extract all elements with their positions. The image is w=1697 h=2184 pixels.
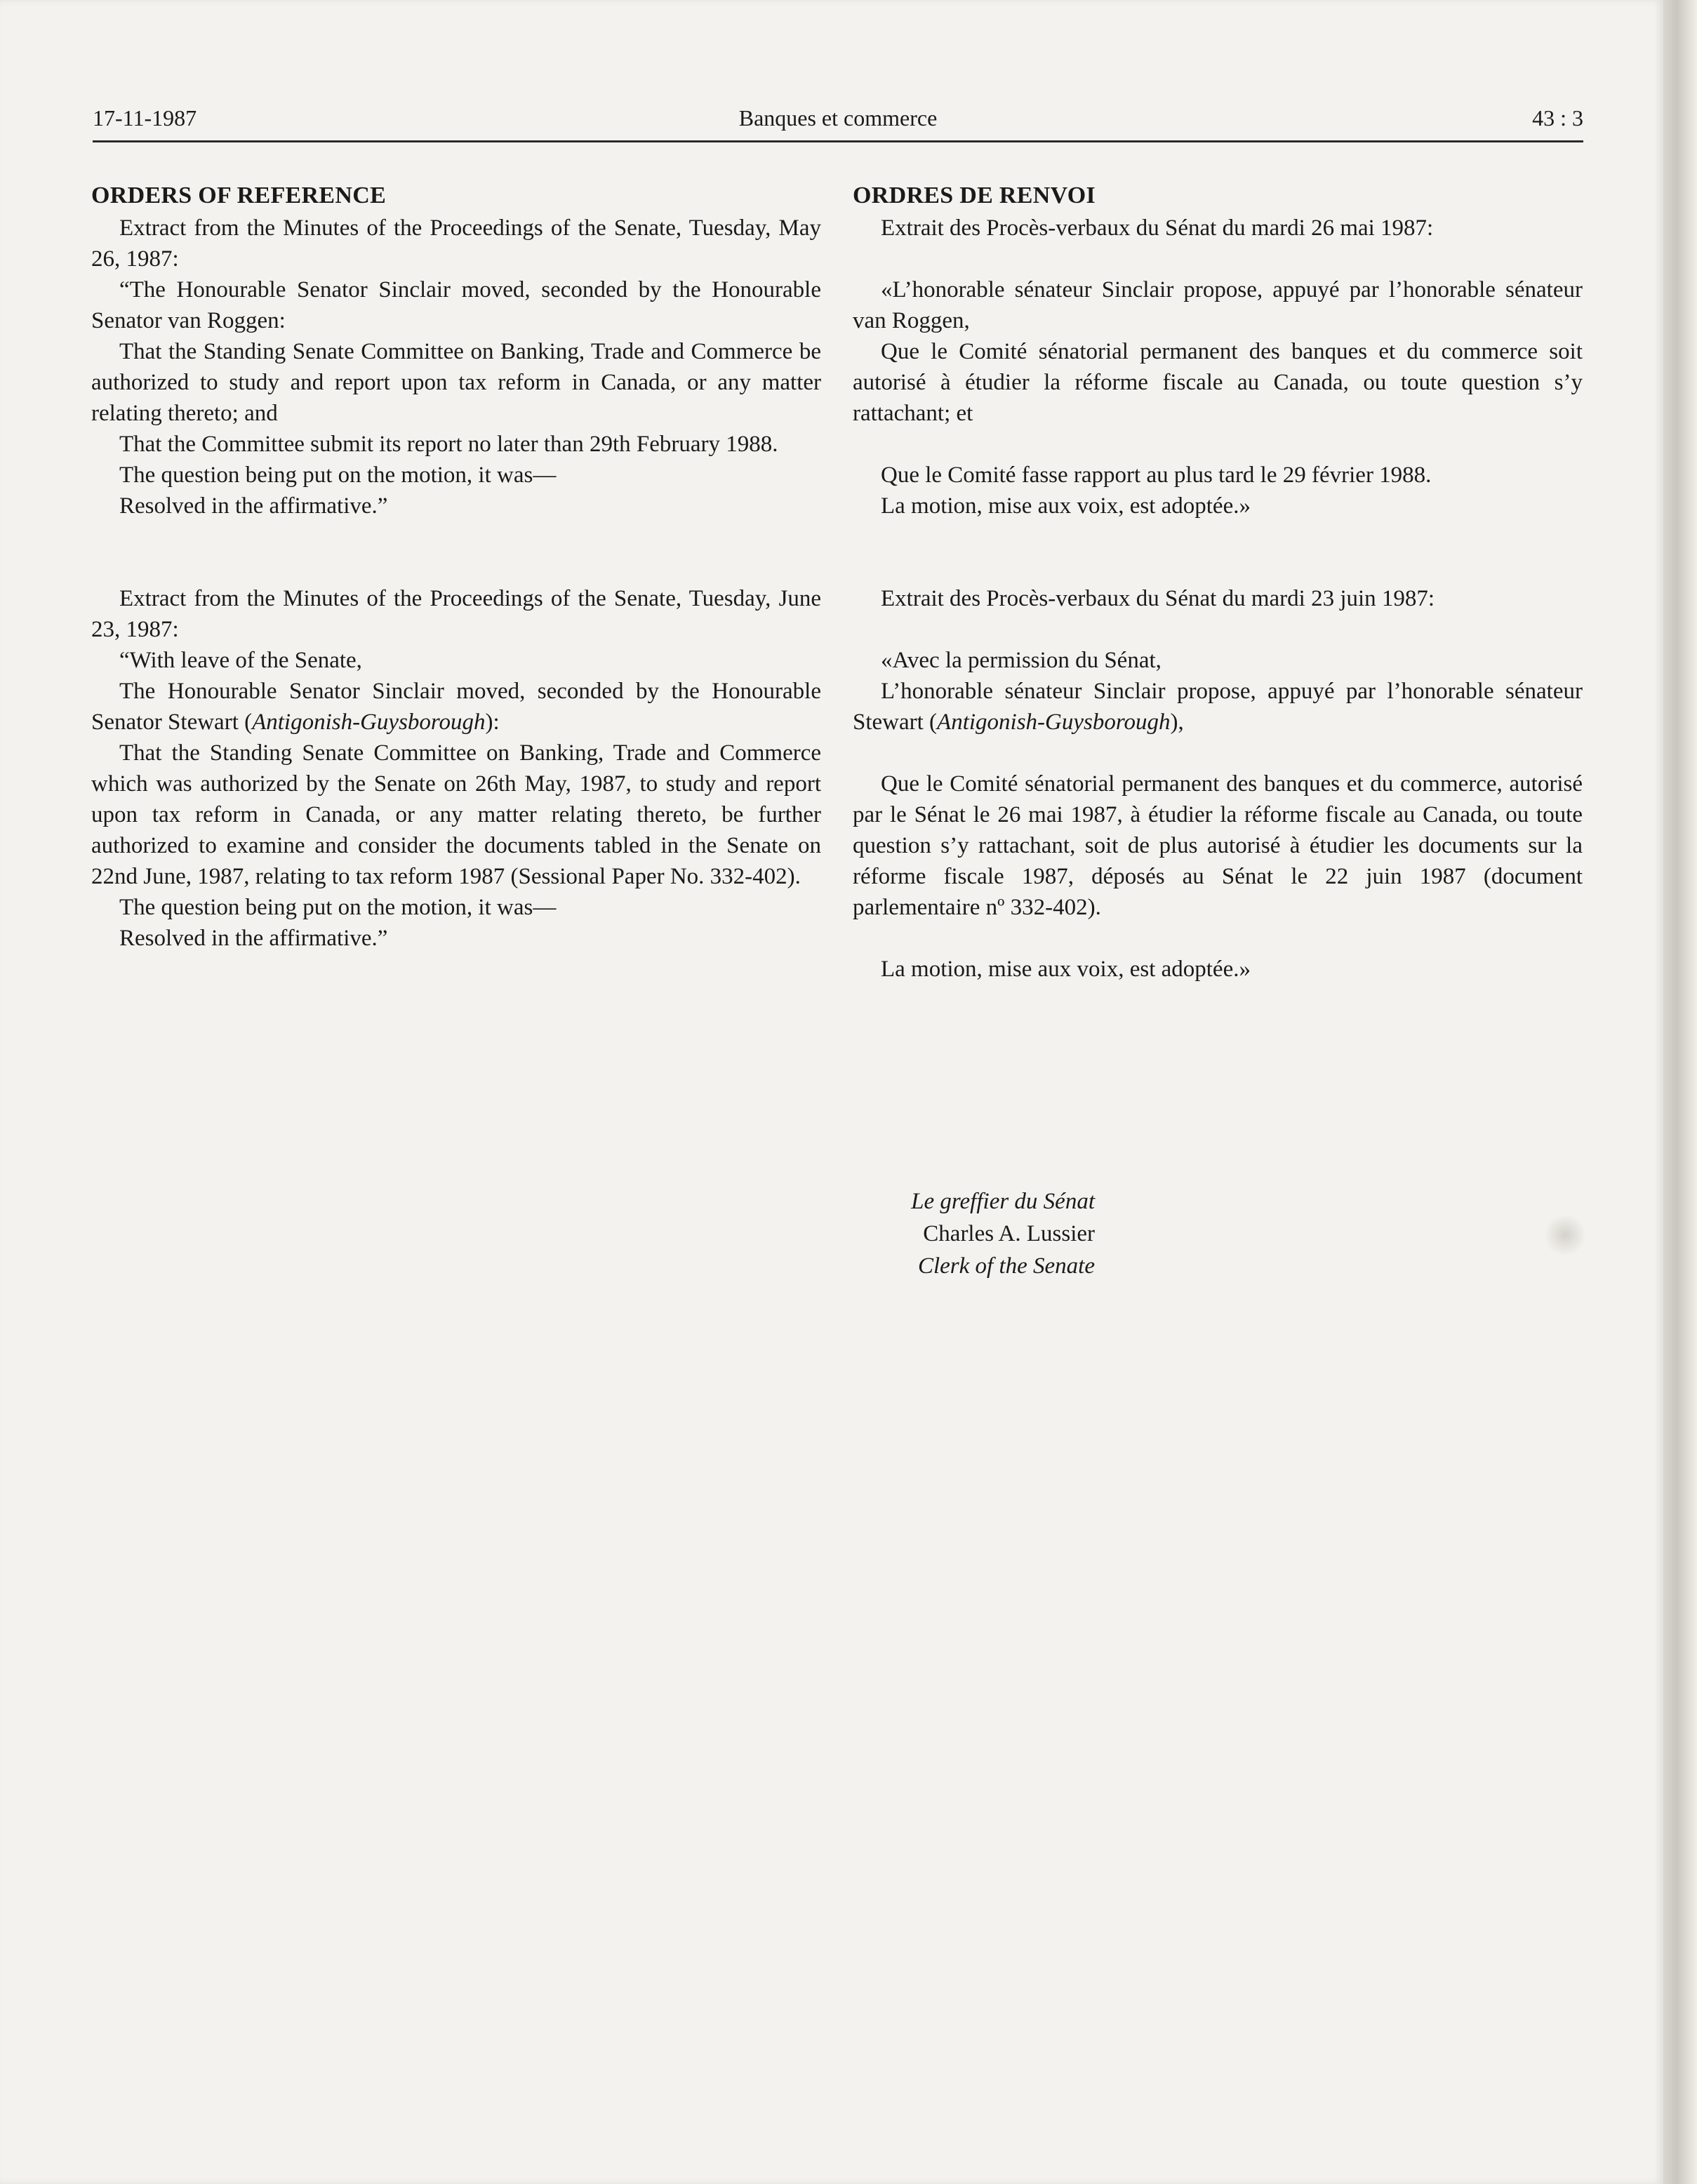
paragraph: “The Honourable Senator Sinclair moved, seconded by the Honourable Senator van Roggen: (91, 277, 821, 333)
paragraph: Resolved in the affirmative.” (119, 926, 388, 951)
header-title: Banques et commerce (738, 105, 938, 131)
paragraph: That the Standing Senate Committee on Banking, Trade and Commerce which was authorized by the Senate on 26th May, 1987, to study and report upon tax reform in Canada, or any matter relating thereto, be further authorized to examine and consider the documents tabled in the Senate on 22nd June, 1987, relating to tax reform 1987 (Sessional Paper No. 332-402). (91, 740, 821, 889)
paragraph: Que le Comité sénatorial permanent des banques et du commerce, autorisé par le Sénat le 26 mai 1987, à étudier la réforme fiscale au Canada, ou toute question s’y rattachant, soit de plus autorisé à étudier les documents sur la réforme fiscale 1987, déposés au Sénat le 22 juin 1987 (document parlementaire nº 332-402). (853, 771, 1583, 920)
paragraph: La motion, mise aux voix, est adoptée.» (881, 957, 1251, 982)
paragraph: Extract from the Minutes of the Proceedings of the Senate, Tuesday, June 23, 1987: (91, 586, 821, 642)
paragraph: Extrait des Procès-verbaux du Sénat du mardi 23 juin 1987: (881, 586, 1435, 611)
paper-stain (1544, 1214, 1586, 1256)
paragraph: «Avec la permission du Sénat, (881, 648, 1162, 673)
paragraph: “With leave of the Senate, (119, 648, 362, 673)
page-edge (1663, 0, 1697, 2184)
paragraph: Extract from the Minutes of the Proceedings of the Senate, Tuesday, May 26, 1987: (91, 215, 821, 272)
header-date: 17-11-1987 (93, 105, 197, 131)
paragraph: The Honourable Senator Sinclair moved, seconded by the Honourable Senator Stewart (Antigonish-Guysborough): (91, 679, 821, 735)
paragraph: Que le Comité fasse rapport au plus tard le 29 février 1988. (881, 462, 1432, 488)
signature-title-en: Clerk of the Senate (917, 1253, 1095, 1279)
signature-name: Charles A. Lussier (923, 1221, 1095, 1246)
paragraph: That the Committee submit its report no later than 29th February 1988. (119, 432, 778, 457)
paragraph: Que le Comité sénatorial permanent des banques et du commerce soit autorisé à étudier la réforme fiscale au Canada, ou toute question s’y rattachant; et (853, 339, 1583, 426)
page-header (93, 105, 1583, 142)
paragraph: «L’honorable sénateur Sinclair propose, appuyé par l’honorable sénateur van Roggen, (853, 277, 1583, 333)
paragraph: Resolved in the affirmative.” (119, 493, 388, 519)
section-heading-fr: ORDRES DE RENVOI (853, 182, 1096, 208)
paragraph: Extrait des Procès-verbaux du Sénat du mardi 26 mai 1987: (881, 215, 1434, 241)
header-page-number: 43 : 3 (1532, 105, 1583, 131)
paragraph: That the Standing Senate Committee on Banking, Trade and Commerce be authorized to study and report upon tax reform in Canada, or any matter relating thereto; and (91, 339, 821, 426)
right-column-french (853, 179, 1583, 985)
paragraph: L’honorable sénateur Sinclair propose, appuyé par l’honorable sénateur Stewart (Antigonish-Guysborough), (853, 679, 1583, 735)
section-heading-en: ORDERS OF REFERENCE (91, 182, 387, 208)
left-column-english (91, 179, 821, 954)
paragraph: The question being put on the motion, it was— (119, 895, 557, 920)
paragraph: La motion, mise aux voix, est adoptée.» (881, 493, 1251, 519)
signature-title-fr: Le greffier du Sénat (911, 1189, 1095, 1214)
paragraph: The question being put on the motion, it was— (119, 462, 557, 488)
signature-block (632, 1186, 1095, 1283)
